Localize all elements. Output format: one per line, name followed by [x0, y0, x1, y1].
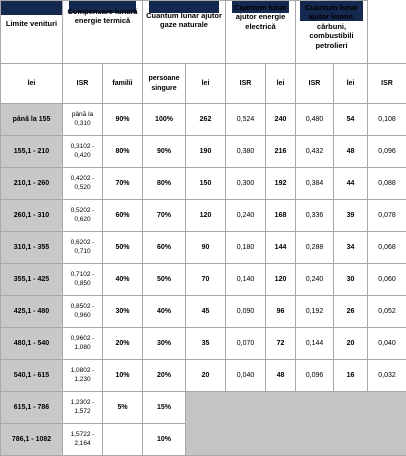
row-familii — [103, 424, 143, 456]
row-lemne-lei: 39 — [334, 200, 368, 232]
row-lemne-lei: 34 — [334, 232, 368, 264]
row-lei: 540,1 - 615 — [1, 360, 63, 392]
row-gaze-isr: 0,140 — [226, 264, 266, 296]
row-isr: 0,6202 - 0,710 — [63, 232, 103, 264]
row-persoane: 10% — [143, 424, 186, 456]
row-gaze-lei: 262 — [186, 104, 226, 136]
row-lemne-lei: 26 — [334, 296, 368, 328]
table-row — [1, 360, 406, 392]
row-lemne-lei: 54 — [334, 104, 368, 136]
row-lemne-lei: 48 — [334, 136, 368, 168]
row-en-isr: 0,336 — [296, 200, 334, 232]
row-en-lei: 96 — [266, 296, 296, 328]
row-lemne-lei: 16 — [334, 360, 368, 392]
row-isr: 0,4202 - 0,520 — [63, 168, 103, 200]
row-gaze-isr: 0,300 — [226, 168, 266, 200]
row-familii: 50% — [103, 232, 143, 264]
row-gaze-lei: 90 — [186, 232, 226, 264]
subheader-lemne-isr: ISR — [368, 64, 406, 104]
row-en-isr: 0,240 — [296, 264, 334, 296]
header-row — [1, 1, 406, 64]
row-en-lei: 192 — [266, 168, 296, 200]
row-lemne-isr: 0,108 — [368, 104, 406, 136]
row-en-isr: 0,144 — [296, 328, 334, 360]
row-lei: 355,1 - 425 — [1, 264, 63, 296]
row-en-isr: 0,288 — [296, 232, 334, 264]
row-lei: 310,1 - 355 — [1, 232, 63, 264]
row-isr: 1,5722 - 2,164 — [63, 424, 103, 456]
row-isr: 0,8502 - 0,960 — [63, 296, 103, 328]
row-gaze-isr: 0,180 — [226, 232, 266, 264]
header-gaze-cell — [143, 1, 226, 64]
subheader-persoane: persoane singure — [143, 64, 186, 104]
row-gaze-lei: 45 — [186, 296, 226, 328]
table-row — [1, 328, 406, 360]
table-row — [1, 168, 406, 200]
row-gaze-lei: 35 — [186, 328, 226, 360]
row-lemne-isr: 0,068 — [368, 232, 406, 264]
row-en-isr: 0,480 — [296, 104, 334, 136]
row-en-isr: 0,384 — [296, 168, 334, 200]
row-lemne-isr: 0,040 — [368, 328, 406, 360]
row-gaze-isr: 0,070 — [226, 328, 266, 360]
row-en-lei: 240 — [266, 104, 296, 136]
row-en-isr: 0,192 — [296, 296, 334, 328]
header-limite: Limite venituri — [1, 1, 62, 28]
header-lemne-cell — [296, 1, 368, 64]
header-energie-cell — [226, 1, 296, 64]
row-persoane: 50% — [143, 264, 186, 296]
row-gaze-isr: 0,040 — [226, 360, 266, 392]
row-lemne-lei: 30 — [334, 264, 368, 296]
row-gaze-isr: 0,090 — [226, 296, 266, 328]
row-isr: 0,3102 - 0,420 — [63, 136, 103, 168]
header-energie: Cuantum lunar ajutor energie electrică — [226, 3, 295, 31]
header-limite-cell — [1, 1, 63, 64]
row-lei: 480,1 - 540 — [1, 328, 63, 360]
row-familii: 60% — [103, 200, 143, 232]
row-lemne-lei: 44 — [334, 168, 368, 200]
header-compensare-cell — [63, 1, 143, 64]
row-lei: 786,1 - 1082 — [1, 424, 63, 456]
row-persoane: 100% — [143, 104, 186, 136]
row-en-isr: 0,096 — [296, 360, 334, 392]
subheader-gaze-lei: lei — [186, 64, 226, 104]
row-persoane: 40% — [143, 296, 186, 328]
row-lemne-isr: 0,088 — [368, 168, 406, 200]
empty-gray-block — [186, 392, 406, 456]
row-familii: 20% — [103, 328, 143, 360]
row-en-lei: 216 — [266, 136, 296, 168]
row-lemne-isr: 0,060 — [368, 264, 406, 296]
row-lei: 615,1 - 786 — [1, 392, 63, 424]
table-row — [1, 104, 406, 136]
row-gaze-lei: 190 — [186, 136, 226, 168]
subheader-familii: familii — [103, 64, 143, 104]
row-en-lei: 48 — [266, 360, 296, 392]
table-row — [1, 232, 406, 264]
row-lei: 260,1 - 310 — [1, 200, 63, 232]
header-gaze: Cuantum lunar ajutor gaze naturale — [143, 11, 225, 30]
row-gaze-isr: 0,524 — [226, 104, 266, 136]
subheader-lei: lei — [1, 64, 63, 104]
header-compensare: Compensare lunară energie termică — [63, 7, 142, 26]
row-en-lei: 168 — [266, 200, 296, 232]
row-lemne-lei: 20 — [334, 328, 368, 360]
row-gaze-lei: 70 — [186, 264, 226, 296]
row-gaze-isr: 0,380 — [226, 136, 266, 168]
row-isr: până la 0,310 — [63, 104, 103, 136]
row-en-lei: 72 — [266, 328, 296, 360]
row-familii: 80% — [103, 136, 143, 168]
row-lei: 425,1 - 480 — [1, 296, 63, 328]
row-gaze-lei: 20 — [186, 360, 226, 392]
row-isr: 0,7102 - 0,850 — [63, 264, 103, 296]
row-persoane: 15% — [143, 392, 186, 424]
row-persoane: 90% — [143, 136, 186, 168]
row-gaze-lei: 120 — [186, 200, 226, 232]
row-lemne-isr: 0,078 — [368, 200, 406, 232]
subheader-isr: ISR — [63, 64, 103, 104]
row-lemne-isr: 0,096 — [368, 136, 406, 168]
row-isr: 1,2302 - 1,572 — [63, 392, 103, 424]
row-en-lei: 120 — [266, 264, 296, 296]
table-row — [1, 200, 406, 232]
row-familii: 5% — [103, 392, 143, 424]
subheader-row — [1, 64, 406, 104]
row-isr: 0,9602 - 1,080 — [63, 328, 103, 360]
row-gaze-lei: 150 — [186, 168, 226, 200]
subheader-en-lei: lei — [266, 64, 296, 104]
row-lemne-isr: 0,052 — [368, 296, 406, 328]
row-en-lei: 144 — [266, 232, 296, 264]
row-persoane: 60% — [143, 232, 186, 264]
table-row — [1, 136, 406, 168]
row-persoane: 70% — [143, 200, 186, 232]
row-familii: 10% — [103, 360, 143, 392]
row-persoane: 20% — [143, 360, 186, 392]
table-row — [1, 296, 406, 328]
row-familii: 70% — [103, 168, 143, 200]
row-en-isr: 0,432 — [296, 136, 334, 168]
row-persoane: 80% — [143, 168, 186, 200]
header-lemne: Cuantum lunar ajutor lemne, cărbuni, combustibili petrolieri — [296, 3, 367, 50]
row-isr: 1,0802 - 1,230 — [63, 360, 103, 392]
row-familii: 30% — [103, 296, 143, 328]
subheader-lemne-lei: lei — [334, 64, 368, 104]
row-familii: 40% — [103, 264, 143, 296]
subheader-gaze-isr: ISR — [226, 64, 266, 104]
row-lei: 155,1 - 210 — [1, 136, 63, 168]
row-isr: 0,5202 - 0,620 — [63, 200, 103, 232]
row-lei: până la 155 — [1, 104, 63, 136]
row-lemne-isr: 0,032 — [368, 360, 406, 392]
subheader-en-isr: ISR — [296, 64, 334, 104]
row-persoane: 30% — [143, 328, 186, 360]
table-row — [1, 264, 406, 296]
row-familii: 90% — [103, 104, 143, 136]
table-row — [1, 392, 406, 424]
row-gaze-isr: 0,240 — [226, 200, 266, 232]
row-lei: 210,1 - 260 — [1, 168, 63, 200]
